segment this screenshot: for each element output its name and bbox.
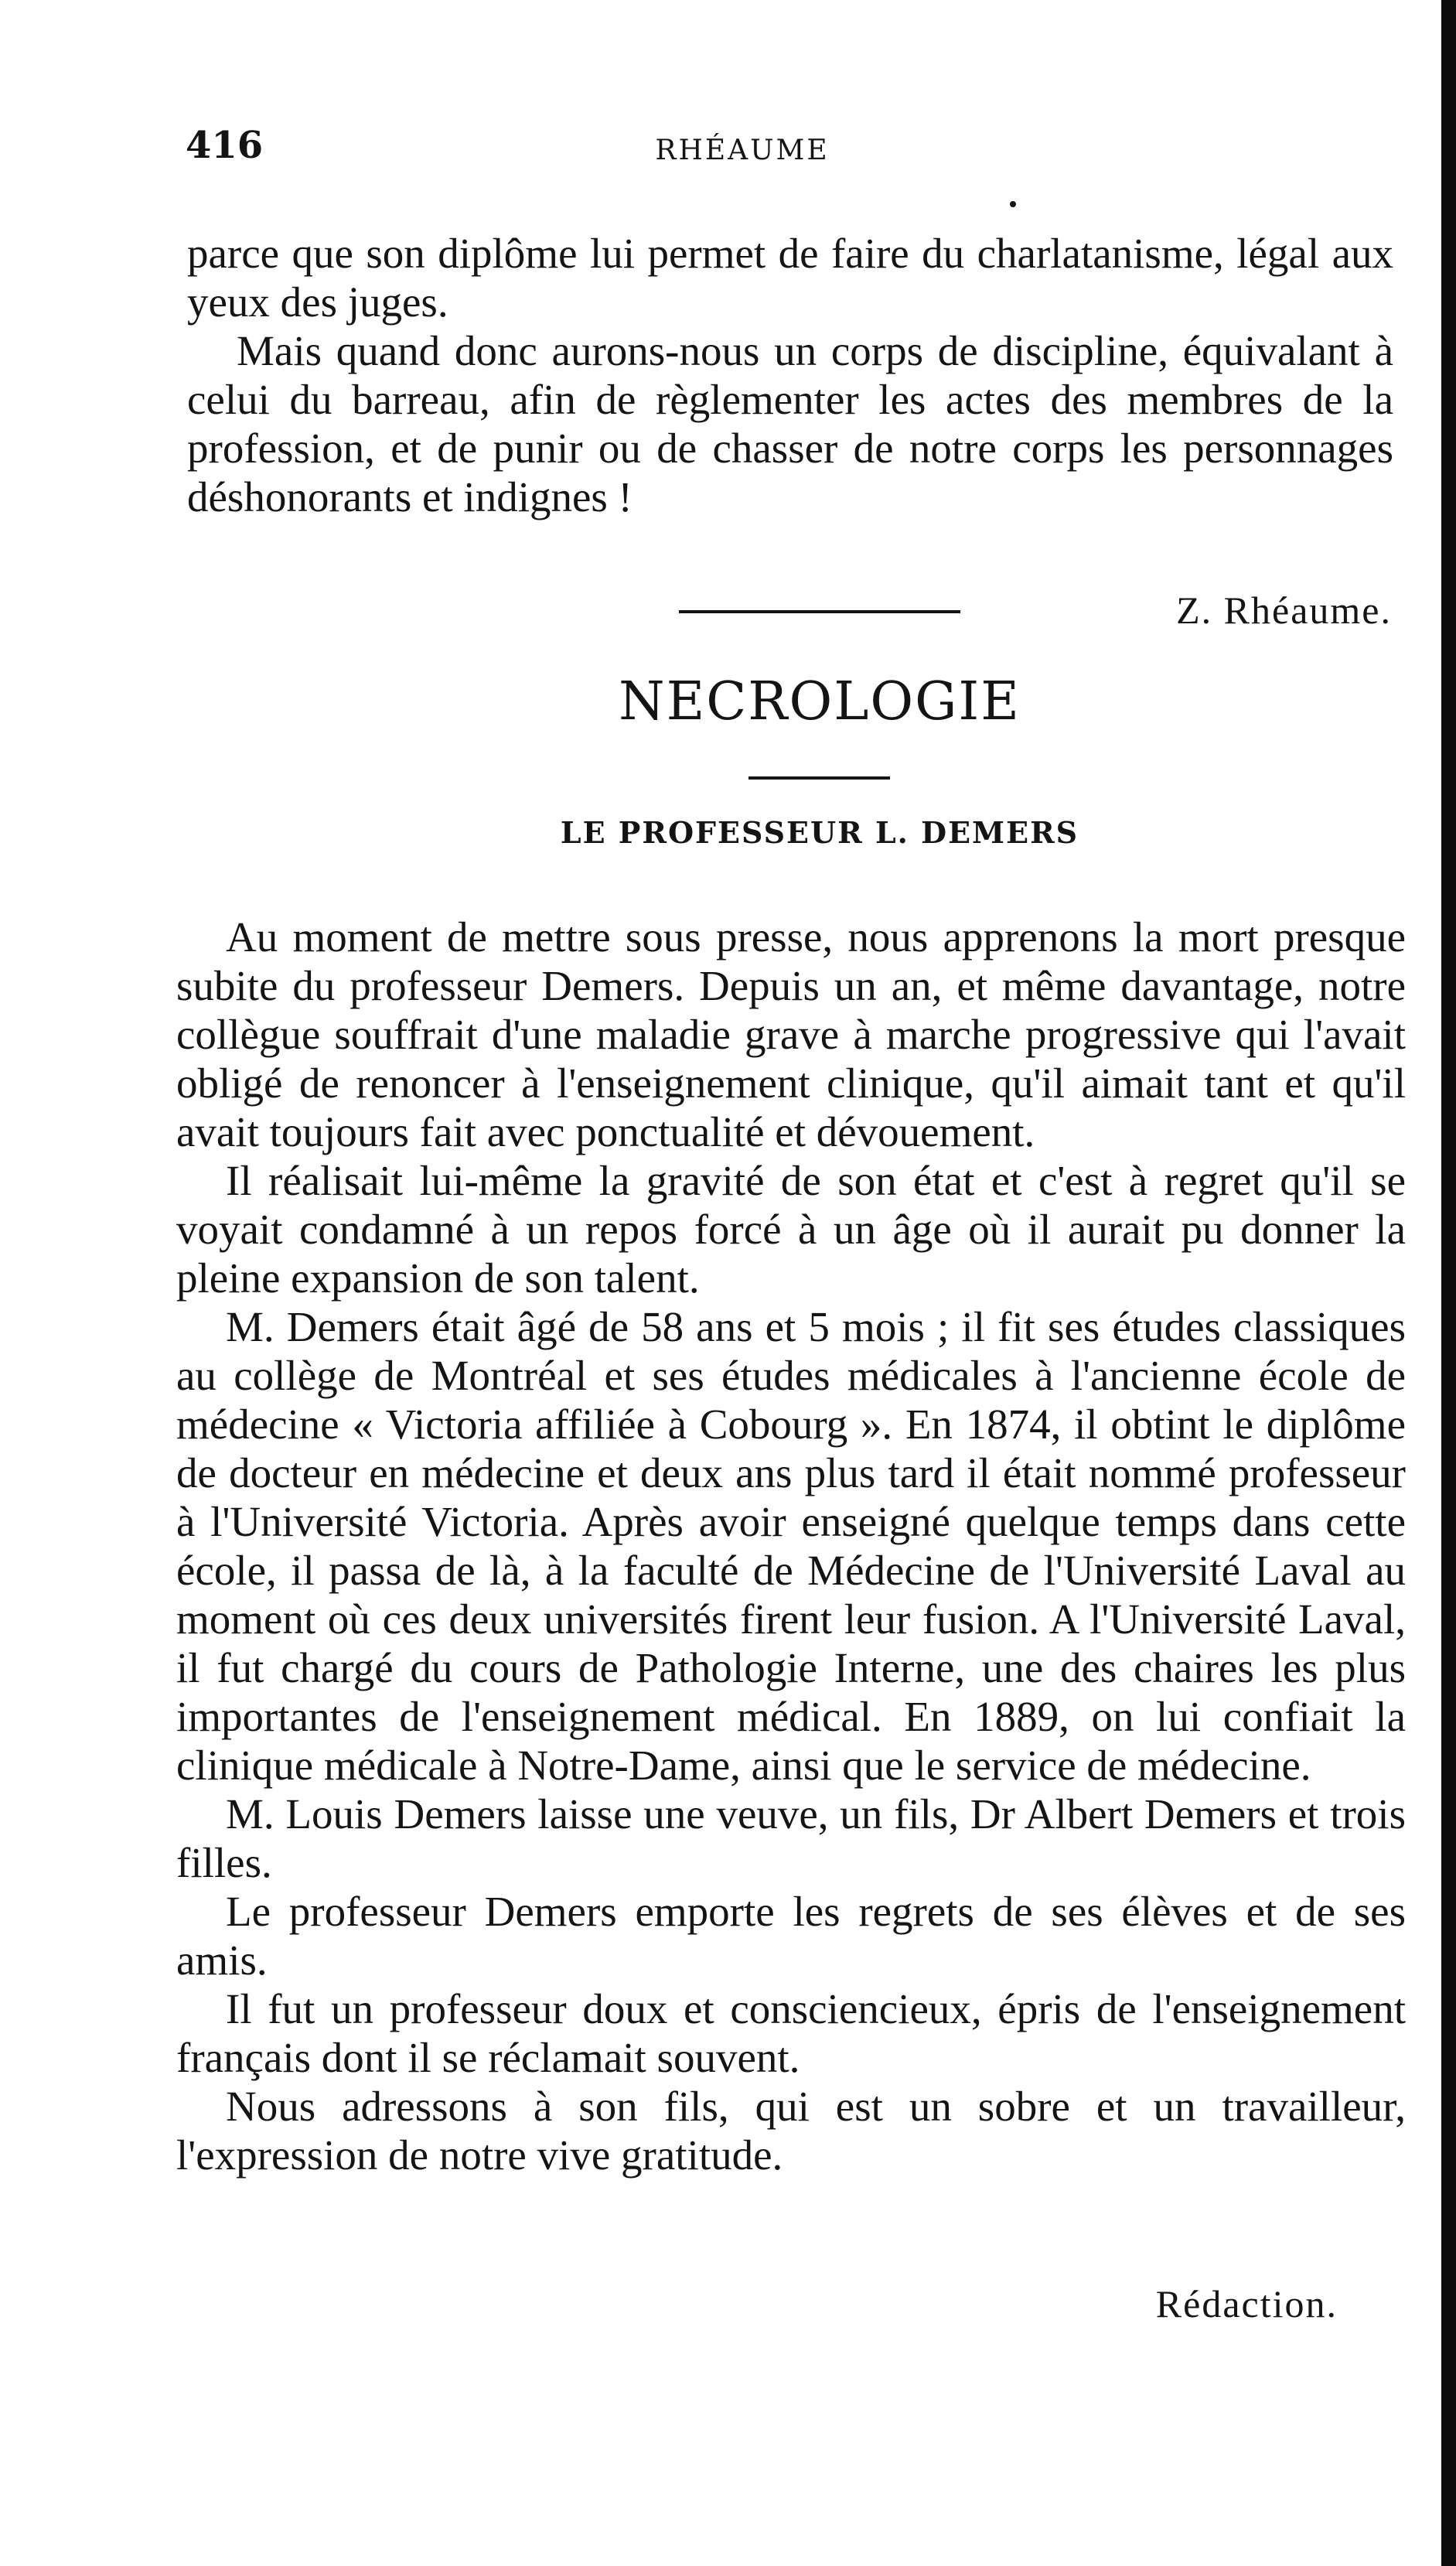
paragraph: Il fut un professeur doux et consciencieux, épris de l'enseignement français dont il se réclamait souvent. [176, 1985, 1406, 2081]
page-number: 416 [186, 124, 264, 167]
section-divider [679, 610, 960, 613]
section-subtitle: LE PROFESSEUR L. DEMERS [560, 815, 1079, 850]
paragraph: M. Louis Demers laisse une veuve, un fils, Dr Albert Demers et trois filles. [176, 1790, 1406, 1886]
page-edge-shadow [1441, 0, 1456, 2566]
author-signature: Z. Rhéaume. [1176, 589, 1392, 632]
continued-text [187, 229, 1393, 521]
paragraph: Le professeur Demers emporte les regrets de ses élèves et de ses amis. [176, 1888, 1406, 1984]
running-title: RHÉAUME [655, 135, 830, 166]
paragraph: parce que son diplôme lui permet de faire du charlatanisme, légal aux yeux des juges. [187, 230, 1393, 326]
paragraph: Au moment de mettre sous presse, nous apprenons la mort presque subite du professeur Demers. Depuis un an, et même davantage, notre collègue souffrait d'une maladie grave à marche progressive qui l'avait obligé de renoncer à l'enseignement clinique, qu'il aimait tant et qu'il avait toujours fait avec ponctualité et dévouement. [176, 913, 1406, 1155]
running-header [186, 124, 1392, 178]
paragraph: Il réalisait lui-même la gravité de son état et c'est à regret qu'il se voyait condamné à un repos forcé à un âge où il aurait pu donner la pleine expansion de son talent. [176, 1157, 1406, 1302]
paragraph: Mais quand donc aurons-nous un corps de discipline, équivalant à celui du barreau, afin de règlementer les actes des membres de la profession, et de punir ou de chasser de notre corps les personnages déshonorants et indignes ! [187, 327, 1393, 520]
editorial-signature: Rédaction. [1155, 2282, 1338, 2325]
paragraph: Nous adressons à son fils, qui est un sobre et un travailleur, l'expression de notre vive gratitude. [176, 2083, 1406, 2179]
section-title: NECROLOGIE [619, 671, 1021, 732]
title-divider [748, 776, 890, 780]
obituary-text [176, 913, 1406, 2179]
paragraph: M. Demers était âgé de 58 ans et 5 mois ; il fit ses études classiques au collège de Montréal et ses études médicales à l'ancienne école de médecine « Victoria affiliée à Cobourg ». En 1874, il obtint le diplôme de docteur en médecine et deux ans plus tard il était nommé professeur à l'Université Victoria. Après avoir enseigné quelque temps dans cette école, il passa de là, à la faculté de Médecine de l'Université Laval au moment où ces deux universités firent leur fusion. A l'Université Laval, il fut chargé du cours de Pathologie Interne, une des chaires les plus importantes de l'enseignement médical. En 1889, on lui confiait la clinique médicale à Notre-Dame, ainsi que le service de médecine. [176, 1303, 1406, 1789]
ink-speck [1010, 201, 1016, 207]
